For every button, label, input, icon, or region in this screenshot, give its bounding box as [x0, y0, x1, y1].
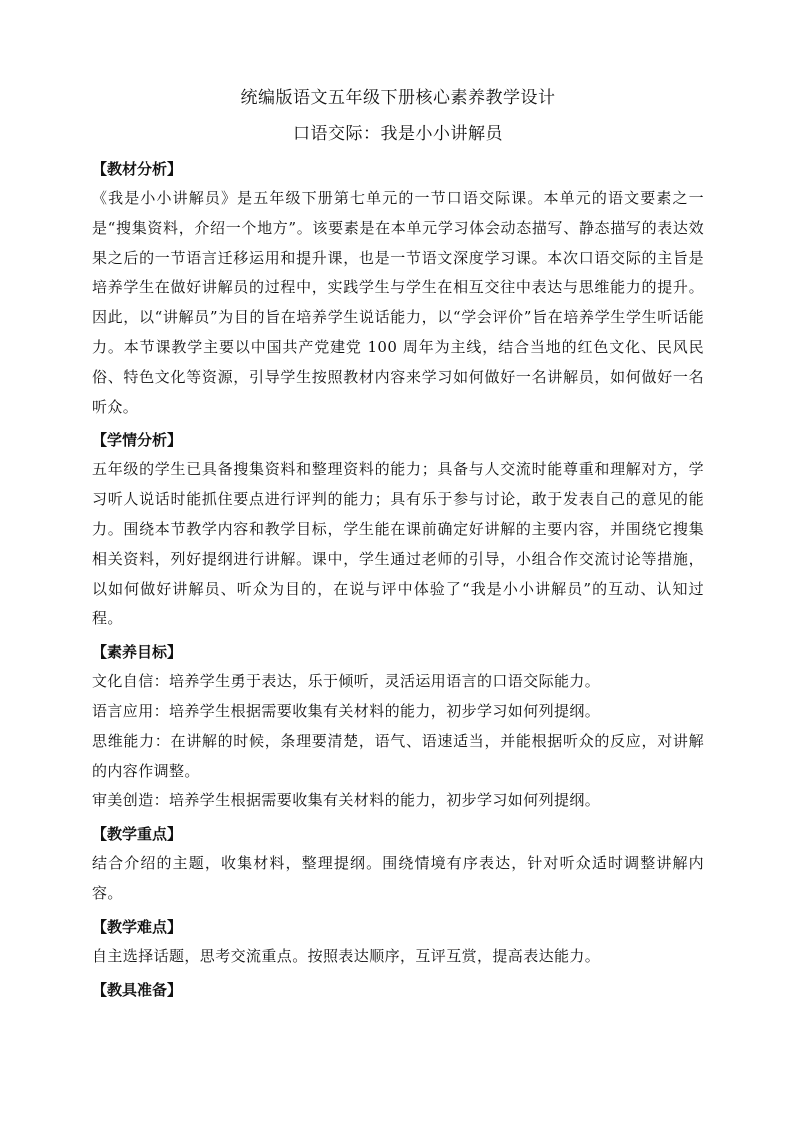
section-paragraph: 结合介绍的主题，收集材料，整理提纲。围绕情境有序表达，针对听众适时调整讲解内容。 — [92, 854, 704, 902]
section-literacy-goals — [92, 637, 704, 816]
document-title: 统编版语文五年级下册核心素养教学设计 — [240, 88, 556, 108]
section-heading: 【教材分析】 — [92, 160, 183, 178]
section-heading: 【素养目标】 — [92, 643, 183, 662]
document-page — [92, 84, 704, 1005]
section-textbook-analysis — [92, 154, 704, 422]
section-heading: 【学情分析】 — [92, 431, 183, 450]
section-paragraph: 自主选择话题，思考交流重点。按照表达顺序，互评互赏，提高表达能力。 — [92, 946, 601, 965]
document-subtitle: 口语交际：我是小小讲解员 — [293, 124, 503, 144]
section-heading: 【教学难点】 — [92, 917, 183, 936]
goal-language-application: 语言应用：培养学生根据需要收集有关材料的能力，初步学习如何列提纲。 — [92, 701, 601, 720]
section-paragraph: 《我是小小讲解员》是五年级下册第七单元的一节口语交际课。本单元的语文要素之一是“搜集资料，介绍一个地方”。该要素是在本单元学习体会动态描写、静态描写的表达效果之后的一节语言迁移运用和提升课，也是一节语文深度学习课。本次口语交际的主旨是培养学生在做好讲解员的过程中，实践学生与学生在相互交往中表达与思维能力的提升。因此，以“讲解员”为目的旨在培养学生说话能力，以“学会评价”旨在培养学生学生听话能力。本节课教学主要以中国共产党建党 100 周年为主线，结合当地的红色文化、民风民俗、特色文化等资源，引导学生按照教材内容来学习如何做好一名讲解员，如何做好一名听众。 — [92, 189, 704, 416]
section-heading: 【教具准备】 — [92, 980, 183, 999]
section-teaching-difficulty — [92, 912, 704, 972]
goal-aesthetic-creation: 审美创造：培养学生根据需要收集有关材料的能力，初步学习如何列提纲。 — [92, 791, 601, 810]
section-teaching-focus — [92, 819, 704, 909]
section-student-analysis — [92, 425, 704, 634]
section-teaching-aids — [92, 975, 704, 1005]
section-heading: 【教学重点】 — [92, 825, 183, 844]
goal-thinking-ability: 思维能力：在讲解的时候，条理要清楚，语气、语速适当，并能根据听众的反应，对讲解的内容作调整。 — [92, 731, 704, 780]
section-paragraph: 五年级的学生已具备搜集资料和整理资料的能力；具备与人交流时能尊重和理解对方，学习听人说话时能抓住要点进行评判的能力；具有乐于参与讨论，敢于发表自己的意见的能力。围绕本节教学内容和教学目标，学生能在课前确定好讲解的主要内容，并围绕它搜集相关资料，列好提纲进行讲解。课中，学生通过老师的引导，小组合作交流讨论等措施，以如何做好讲解员、听众为目的，在说与评中体验了“我是小小讲解员”的互动、认知过程。 — [92, 460, 704, 628]
goal-cultural-confidence: 文化自信：培养学生勇于表达，乐于倾听，灵活运用语言的口语交际能力。 — [92, 672, 601, 691]
